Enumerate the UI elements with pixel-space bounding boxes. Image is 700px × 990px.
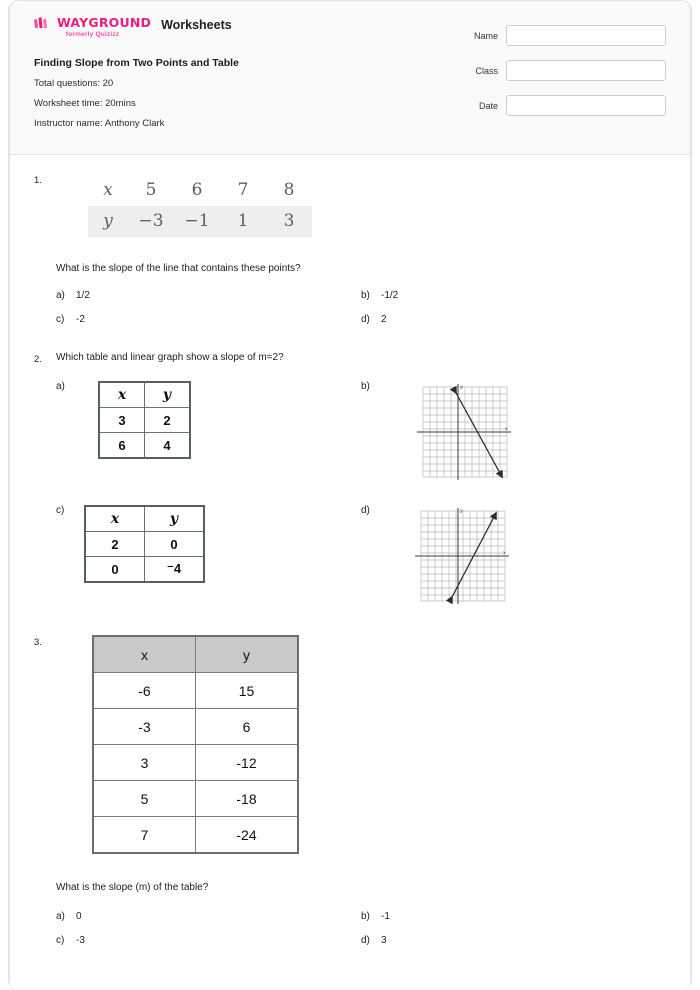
question-2-number: 2. xyxy=(34,354,42,365)
option-a[interactable] xyxy=(56,381,361,484)
question-3-text: What is the slope (m) of the table? xyxy=(56,882,209,893)
worksheet-page xyxy=(8,0,692,990)
option-b[interactable] xyxy=(361,290,666,301)
option-b-letter: b) xyxy=(361,290,370,301)
option-a[interactable] xyxy=(56,290,361,301)
option-a-letter: a) xyxy=(56,381,65,392)
q1-y-label: y xyxy=(103,211,113,231)
worksheets-title: Worksheets xyxy=(161,18,232,32)
table-row xyxy=(99,433,190,459)
svg-text:y: y xyxy=(460,508,463,514)
q1-x-value: 7 xyxy=(237,180,249,200)
svg-text:x: x xyxy=(505,426,508,432)
question-2 xyxy=(34,352,666,621)
question-2-text: Which table and linear graph show a slope of m=2? xyxy=(56,352,284,363)
date-input[interactable] xyxy=(506,95,666,116)
option-d[interactable] xyxy=(361,505,666,608)
option-c-text: -3 xyxy=(76,935,85,946)
table-row xyxy=(93,636,298,673)
table-row xyxy=(85,557,204,583)
total-questions-text: Total questions: 20 xyxy=(34,77,114,89)
option-d[interactable] xyxy=(361,935,666,946)
option-c-table xyxy=(84,505,205,583)
option-b-letter: b) xyxy=(361,911,370,922)
table-row xyxy=(88,175,312,206)
option-a-letter: a) xyxy=(56,290,65,301)
question-1 xyxy=(34,173,666,338)
date-field-row xyxy=(432,95,666,116)
wayground-mark-icon xyxy=(34,17,54,30)
svg-text:y: y xyxy=(460,384,463,390)
table-row xyxy=(93,817,298,854)
svg-text:x: x xyxy=(503,550,506,556)
table-row xyxy=(85,506,204,532)
question-1-options xyxy=(56,290,666,338)
option-d-letter: d) xyxy=(361,505,370,516)
cell-x: 5 xyxy=(93,781,196,817)
cell-y: 15 xyxy=(196,673,299,709)
cell-y: 6 xyxy=(196,709,299,745)
option-d-text: 3 xyxy=(381,935,387,946)
col-header-x: x xyxy=(85,506,145,532)
cell-y: 4 xyxy=(145,433,191,459)
cell-x: 3 xyxy=(99,408,145,433)
brand-row xyxy=(34,17,432,39)
option-c-letter: c) xyxy=(56,935,65,946)
cell-x: 2 xyxy=(85,532,145,557)
name-label: Name xyxy=(473,30,498,41)
student-info-fields xyxy=(432,17,666,140)
cell-x: -6 xyxy=(93,673,196,709)
worksheet-content xyxy=(10,173,690,959)
option-a-text: 0 xyxy=(76,911,82,922)
q1-y-value: −3 xyxy=(138,211,164,231)
option-c-text: -2 xyxy=(76,314,85,325)
table-row xyxy=(99,382,190,408)
question-2-options xyxy=(56,381,666,621)
col-header-x: x xyxy=(99,382,145,408)
q1-x-value: 5 xyxy=(145,180,157,200)
option-d-graph xyxy=(413,505,511,608)
question-1-text: What is the slope of the line that contains these points? xyxy=(56,263,301,274)
cell-x: -3 xyxy=(93,709,196,745)
q1-y-value: 3 xyxy=(283,211,295,231)
worksheet-title: Finding Slope from Two Points and Table xyxy=(34,56,239,69)
table-row xyxy=(93,673,298,709)
option-c[interactable] xyxy=(56,314,361,325)
col-header-y: y xyxy=(196,636,299,673)
option-c[interactable] xyxy=(56,505,361,608)
class-input[interactable] xyxy=(506,60,666,81)
option-b-graph xyxy=(415,381,513,484)
table-row xyxy=(93,709,298,745)
question-1-number: 1. xyxy=(34,175,42,186)
table-row xyxy=(88,206,312,237)
option-c[interactable] xyxy=(56,935,361,946)
cell-y: -12 xyxy=(196,745,299,781)
wayground-logo[interactable] xyxy=(34,17,151,39)
option-b-text: -1/2 xyxy=(381,290,399,301)
instructor-name-text: Instructor name: Anthony Clark xyxy=(34,117,165,129)
option-d-letter: d) xyxy=(361,314,370,325)
table-row xyxy=(85,532,204,557)
q1-y-value: 1 xyxy=(237,211,249,231)
option-b[interactable] xyxy=(361,381,666,484)
header-left xyxy=(34,17,432,140)
cell-y: 2 xyxy=(145,408,191,433)
q1-x-value: 6 xyxy=(191,180,203,200)
option-b[interactable] xyxy=(361,911,666,922)
worksheet-header xyxy=(10,1,690,155)
option-d-letter: d) xyxy=(361,935,370,946)
cell-y: ⁻4 xyxy=(145,557,205,583)
question-3-number: 3. xyxy=(34,637,42,648)
question-3-options xyxy=(56,911,666,959)
q1-x-label: x xyxy=(103,180,113,200)
question-3-data-table xyxy=(92,635,299,854)
option-b-letter: b) xyxy=(361,381,370,392)
cell-x: 0 xyxy=(85,557,145,583)
cell-y: -18 xyxy=(196,781,299,817)
class-label: Class xyxy=(475,65,498,76)
col-header-y: y xyxy=(145,506,205,532)
option-c-letter: c) xyxy=(56,505,65,516)
option-d-text: 2 xyxy=(381,314,387,325)
name-input[interactable] xyxy=(506,25,666,46)
table-row xyxy=(93,781,298,817)
q1-x-value: 8 xyxy=(283,180,295,200)
q1-y-value: −1 xyxy=(184,211,210,231)
cell-x: 7 xyxy=(93,817,196,854)
table-row xyxy=(93,745,298,781)
date-label: Date xyxy=(478,100,498,111)
cell-x: 6 xyxy=(99,433,145,459)
col-header-y: y xyxy=(145,382,191,408)
question-3 xyxy=(34,635,666,959)
option-a-table xyxy=(98,381,191,459)
option-c-letter: c) xyxy=(56,314,65,325)
table-row xyxy=(99,408,190,433)
cell-x: 3 xyxy=(93,745,196,781)
wayground-tagline: formerly Quizizz xyxy=(65,31,120,38)
col-header-x: x xyxy=(93,636,196,673)
option-a[interactable] xyxy=(56,911,361,922)
class-field-row xyxy=(432,60,666,81)
question-1-data-table xyxy=(88,175,312,237)
cell-y: -24 xyxy=(196,817,299,854)
worksheet-time-text: Worksheet time: 20mins xyxy=(34,97,136,109)
cell-y: 0 xyxy=(145,532,205,557)
name-field-row xyxy=(432,25,666,46)
option-a-text: 1/2 xyxy=(76,290,90,301)
option-b-text: -1 xyxy=(381,911,390,922)
option-a-letter: a) xyxy=(56,911,65,922)
wayground-wordmark: WAYGROUND xyxy=(57,15,152,31)
option-d[interactable] xyxy=(361,314,666,325)
